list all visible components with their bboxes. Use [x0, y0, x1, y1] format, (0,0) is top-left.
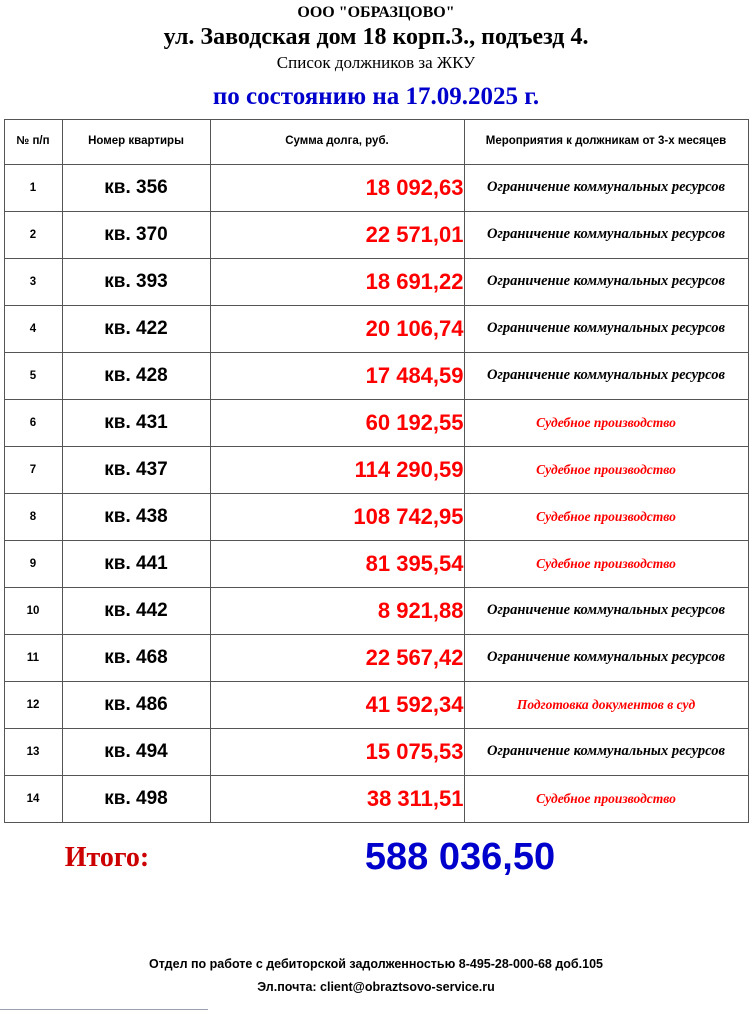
document-subtitle: Список должников за ЖКУ — [276, 53, 476, 73]
table-head — [4, 119, 748, 164]
table-row — [4, 587, 748, 634]
row-action-measure: Ограничение коммунальных ресурсов — [464, 211, 748, 258]
totals-value: 588 036,50 — [364, 836, 556, 879]
row-debt-amount: 8 921,88 — [210, 587, 464, 634]
row-index: 4 — [4, 305, 62, 352]
table-row — [4, 493, 748, 540]
table-row — [4, 399, 748, 446]
row-index: 12 — [4, 681, 62, 728]
table-row — [4, 164, 748, 211]
row-flat-number: кв. 441 — [62, 540, 210, 587]
row-flat-number: кв. 498 — [62, 775, 210, 822]
row-flat-number: кв. 370 — [62, 211, 210, 258]
column-header-debt: Сумма долга, руб. — [210, 119, 464, 164]
row-index: 14 — [4, 775, 62, 822]
footer-contact-phone: Отдел по работе с дебиторской задолженностью 8-495-28-000-68 доб.105 — [149, 957, 603, 971]
row-debt-amount: 15 075,53 — [210, 728, 464, 775]
row-debt-amount: 17 484,59 — [210, 352, 464, 399]
row-flat-number: кв. 422 — [62, 305, 210, 352]
row-index: 1 — [4, 164, 62, 211]
row-flat-number: кв. 356 — [62, 164, 210, 211]
row-flat-number: кв. 431 — [62, 399, 210, 446]
table-row — [4, 352, 748, 399]
row-debt-amount: 60 192,55 — [210, 399, 464, 446]
row-index: 7 — [4, 446, 62, 493]
document-footer — [0, 957, 752, 994]
row-debt-amount: 20 106,74 — [210, 305, 464, 352]
row-action-measure: Судебное производство — [464, 540, 748, 587]
table-row — [4, 446, 748, 493]
row-debt-amount: 114 290,59 — [210, 446, 464, 493]
row-flat-number: кв. 428 — [62, 352, 210, 399]
row-action-measure: Ограничение коммунальных ресурсов — [464, 164, 748, 211]
row-index: 5 — [4, 352, 62, 399]
row-flat-number: кв. 393 — [62, 258, 210, 305]
row-debt-amount: 22 571,01 — [210, 211, 464, 258]
row-action-measure: Судебное производство — [464, 493, 748, 540]
row-action-measure: Судебное производство — [464, 775, 748, 822]
table-body — [4, 164, 748, 822]
table-header-row — [4, 119, 748, 164]
row-action-measure: Подготовка документов в суд — [464, 681, 748, 728]
column-header-index: № п/п — [4, 119, 62, 164]
totals-row — [4, 823, 748, 893]
row-flat-number: кв. 494 — [62, 728, 210, 775]
row-flat-number: кв. 442 — [62, 587, 210, 634]
row-debt-amount: 108 742,95 — [210, 493, 464, 540]
footer-divider — [0, 1009, 208, 1010]
row-index: 13 — [4, 728, 62, 775]
row-debt-amount: 18 092,63 — [210, 164, 464, 211]
row-flat-number: кв. 486 — [62, 681, 210, 728]
row-index: 3 — [4, 258, 62, 305]
table-row — [4, 634, 748, 681]
building-address: ул. Заводская дом 18 корп.3., подъезд 4. — [163, 24, 589, 51]
row-action-measure: Ограничение коммунальных ресурсов — [464, 352, 748, 399]
organization-name: ООО "ОБРАЗЦОВО" — [297, 4, 455, 21]
row-index: 6 — [4, 399, 62, 446]
table-row — [4, 775, 748, 822]
row-index: 9 — [4, 540, 62, 587]
row-flat-number: кв. 468 — [62, 634, 210, 681]
footer-contact-email: Эл.почта: client@obraztsovo-service.ru — [257, 980, 495, 994]
row-index: 8 — [4, 493, 62, 540]
row-index: 2 — [4, 211, 62, 258]
row-action-measure: Ограничение коммунальных ресурсов — [464, 728, 748, 775]
table-row — [4, 681, 748, 728]
row-action-measure: Ограничение коммунальных ресурсов — [464, 258, 748, 305]
row-debt-amount: 38 311,51 — [210, 775, 464, 822]
row-debt-amount: 81 395,54 — [210, 540, 464, 587]
row-debt-amount: 22 567,42 — [210, 634, 464, 681]
row-action-measure: Ограничение коммунальных ресурсов — [464, 634, 748, 681]
totals-label: Итого: — [64, 841, 150, 873]
table-row — [4, 258, 748, 305]
table-row — [4, 728, 748, 775]
column-header-action: Мероприятия к должникам от 3-х месяцев — [464, 119, 748, 164]
row-flat-number: кв. 437 — [62, 446, 210, 493]
row-action-measure: Ограничение коммунальных ресурсов — [464, 587, 748, 634]
column-header-flat: Номер квартиры — [62, 119, 210, 164]
as-of-date: по состоянию на 17.09.2025 г. — [212, 82, 540, 110]
row-index: 11 — [4, 634, 62, 681]
row-action-measure: Ограничение коммунальных ресурсов — [464, 305, 748, 352]
table-row — [4, 305, 748, 352]
row-debt-amount: 41 592,34 — [210, 681, 464, 728]
row-debt-amount: 18 691,22 — [210, 258, 464, 305]
table-row — [4, 540, 748, 587]
row-index: 10 — [4, 587, 62, 634]
table-row — [4, 211, 748, 258]
debtors-table — [4, 119, 749, 823]
row-action-measure: Судебное производство — [464, 446, 748, 493]
row-action-measure: Судебное производство — [464, 399, 748, 446]
document-header — [0, 0, 752, 111]
row-flat-number: кв. 438 — [62, 493, 210, 540]
